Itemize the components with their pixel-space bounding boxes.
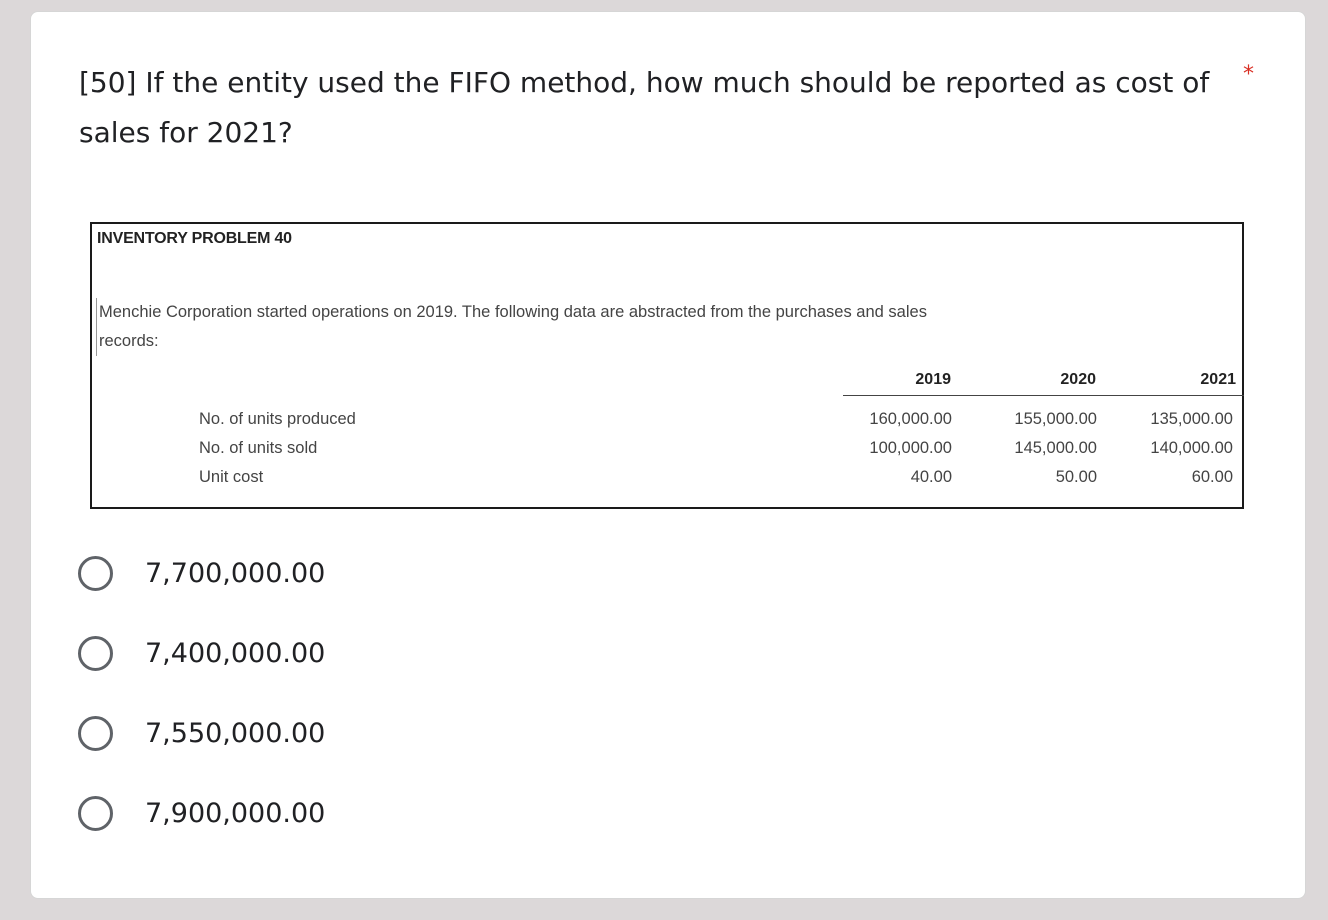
option-label: 7,400,000.00: [145, 637, 326, 669]
radio-button[interactable]: [78, 796, 113, 831]
problem-description: Menchie Corporation started operations on 2019. The following data are abstracted from the purchases and sales records:: [96, 298, 959, 356]
header-underline: [843, 395, 1244, 396]
row-label-unit-cost: Unit cost: [199, 468, 264, 486]
cell-cost-2020: 50.00: [1055, 468, 1097, 486]
question-card: [30, 11, 1306, 899]
question-title: [50] If the entity used the FIFO method, how much should be reported as cost of sales for 2021?: [79, 66, 1210, 149]
cell-produced-2021: 135,000.00: [1150, 410, 1233, 428]
cell-sold-2019: 100,000.00: [869, 439, 952, 457]
row-label-units-sold: No. of units sold: [199, 439, 318, 457]
cell-sold-2021: 140,000.00: [1150, 439, 1233, 457]
option-label: 7,700,000.00: [145, 557, 326, 589]
option-2[interactable]: [78, 633, 478, 673]
cell-cost-2019: 40.00: [910, 468, 952, 486]
problem-title: INVENTORY PROBLEM 40: [97, 230, 292, 247]
row-label-units-produced: No. of units produced: [199, 410, 356, 428]
option-label: 7,550,000.00: [145, 717, 326, 749]
cell-produced-2019: 160,000.00: [869, 410, 952, 428]
year-header-2020: 2020: [1060, 371, 1096, 388]
option-1[interactable]: [78, 553, 478, 593]
radio-button[interactable]: [78, 716, 113, 751]
year-header-2021: 2021: [1200, 371, 1236, 388]
option-label: 7,900,000.00: [145, 797, 326, 829]
problem-image: [90, 222, 1244, 509]
option-3[interactable]: [78, 713, 478, 753]
option-4[interactable]: [78, 793, 478, 833]
cell-cost-2021: 60.00: [1191, 468, 1233, 486]
cell-produced-2020: 155,000.00: [1014, 410, 1097, 428]
radio-button[interactable]: [78, 556, 113, 591]
year-header-2019: 2019: [915, 371, 951, 388]
radio-button[interactable]: [78, 636, 113, 671]
required-asterisk: *: [1243, 62, 1254, 87]
cell-sold-2020: 145,000.00: [1014, 439, 1097, 457]
